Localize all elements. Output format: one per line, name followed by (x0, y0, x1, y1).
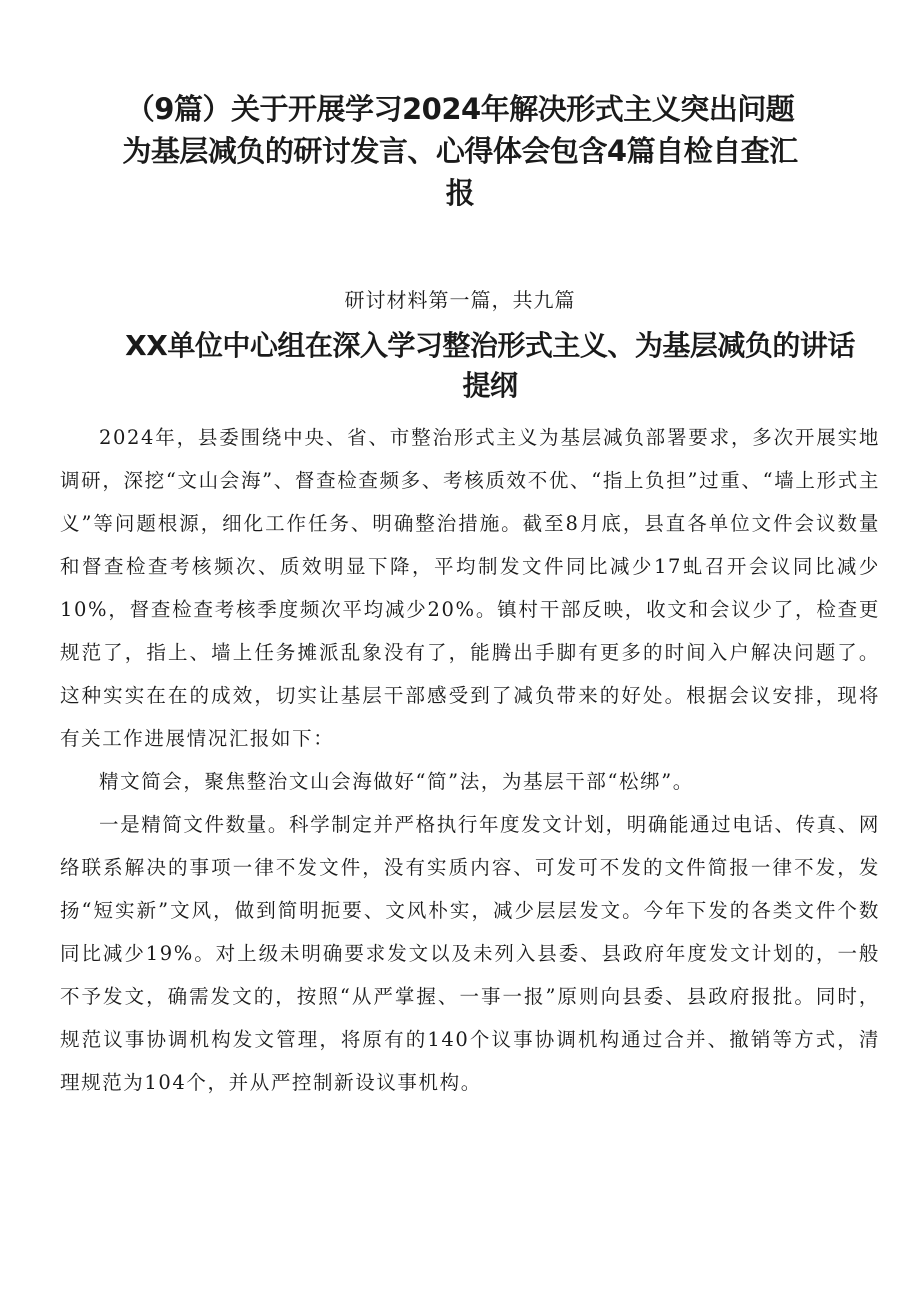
body-paragraph-intro: 2024年，县委围绕中央、省、市整治形式主义为基层减负部署要求，多次开展实地调研，深挖“文山会海”、督查检查频多、考核质效不优、“指上负担”过重、“墙上形式主义”等问题根源，细化工作任务、明确整治措施。截至8月底，县直各单位文件会议数量和督查检查考核频次、质效明显下降，平均制发文件同比减少17虬召开会议同比减少10%，督查检查考核季度频次平均减少20%。镇村干部反映，收文和会议少了，检查更规范了，指上、墙上任务摊派乱象没有了，能腾出手脚有更多的时间入户解决问题了。这种实实在在的成效，切实让基层干部感受到了减负带来的好处。根据会议安排，现将有关工作进展情况汇报如下： (60, 426, 880, 750)
section-title (110, 326, 870, 406)
document-subtitle: 研讨材料第一篇，共九篇 (344, 288, 576, 312)
section-title-line-1: XX单位中心组在深入学习整治形式主义、为基层减负的讲话 (125, 329, 855, 362)
document-title-line-3: 报 (445, 176, 475, 210)
body-paragraph-point-one: 一是精简文件数量。科学制定并严格执行年度发文计划，明确能通过电话、传真、网络联系解决的事项一律不发文件，没有实质内容、可发可不发的文件简报一律不发，发扬“短实新”文风，做到简明扼要、文风朴实，减少层层发文。今年下发的各类文件个数同比减少19%。对上级未明确要求发文以及未列入县委、县政府年度发文计划的，一般不予发文，确需发文的，按照“从严掌握、一事一报”原则向县委、县政府报批。同时，规范议事协调机构发文管理，将原有的140个议事协调机构通过合并、撤销等方式，清理规范为104个，并从严控制新设议事机构。 (60, 813, 880, 1094)
document-title (120, 88, 800, 214)
document-body (60, 416, 880, 1104)
document-title-line-2: 为基层减负的研讨发言、心得体会包含4篇自检自查汇 (122, 134, 798, 168)
document-title-line-1: （9篇）关于开展学习2024年解决形式主义突出问题 (125, 92, 795, 126)
section-title-line-2: 提纲 (462, 369, 518, 402)
body-paragraph-heading: 精文简会，聚焦整治文山会海做好“简”法，为基层干部“松绑”。 (99, 770, 694, 793)
